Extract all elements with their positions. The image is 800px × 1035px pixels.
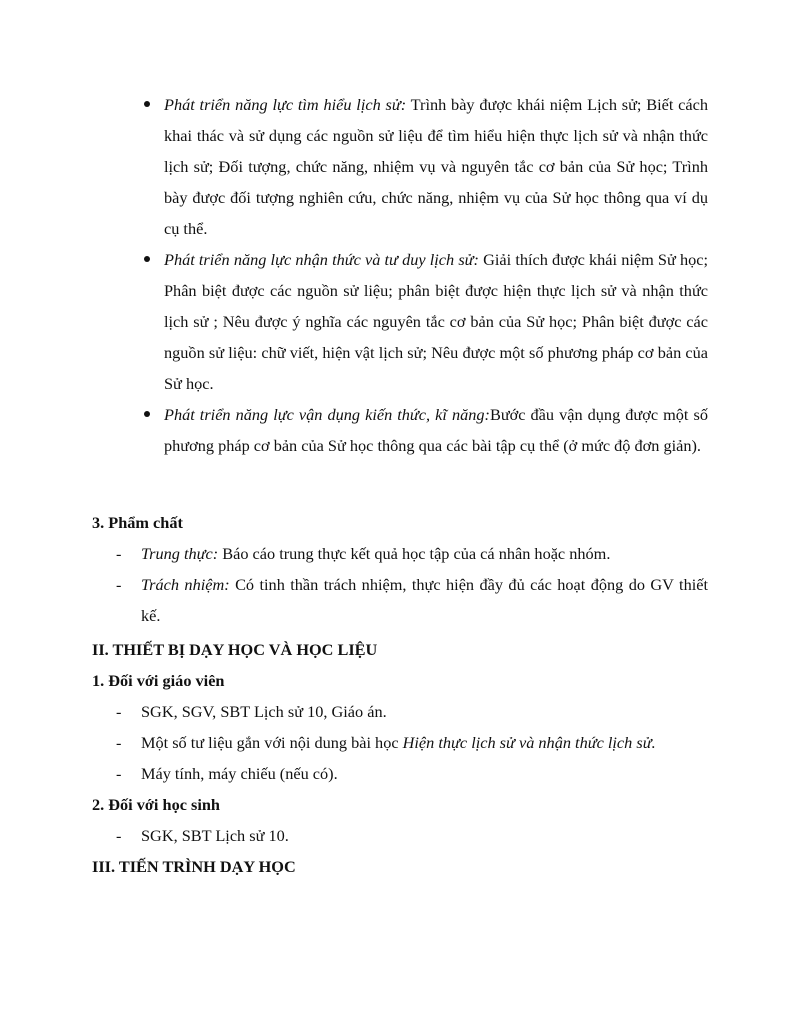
teacher-item: [116, 727, 708, 758]
section3-heading: III. TIẾN TRÌNH DẠY HỌC: [92, 857, 296, 876]
quality-text: Có tinh thần trách nhiệm, thực hiện đầy đủ các hoạt động do GV thiết kế.: [141, 575, 708, 625]
competency-list: [0, 89, 800, 461]
quality-item: [116, 538, 708, 569]
competency-item: [164, 89, 708, 244]
lesson-title: Hiện thực lịch sử và nhận thức lịch sử.: [402, 733, 656, 752]
quality-title: Trung thực:: [141, 544, 219, 563]
qualities-section: [0, 507, 800, 631]
bullet-icon: [144, 411, 150, 417]
competency-item: [164, 244, 708, 399]
teacher-heading: 1. Đối với giáo viên: [92, 671, 225, 690]
bullet-icon: [144, 256, 150, 262]
dash-marker: -: [116, 702, 122, 721]
dash-marker: -: [116, 764, 122, 783]
competency-text: Bước đầu vận dụng được một số phương pháp cơ bản của Sử học thông qua các bài tập cụ thể (ở mức độ đơn giản).: [164, 405, 708, 455]
dash-marker: -: [116, 544, 122, 563]
qualities-heading: 3. Phẩm chất: [92, 513, 183, 532]
student-heading: 2. Đối với học sinh: [92, 795, 220, 814]
competency-title: Phát triển năng lực vận dụng kiến thức, kĩ năng:: [164, 405, 490, 424]
teacher-item: [116, 696, 708, 727]
student-item: [116, 820, 708, 851]
dash-marker: -: [116, 826, 122, 845]
teacher-item-text: Một số tư liệu gắn với nội dung bài học: [141, 733, 403, 752]
teacher-item-text: Máy tính, máy chiếu (nếu có).: [141, 764, 338, 783]
competency-title: Phát triển năng lực tìm hiểu lịch sử:: [164, 95, 407, 114]
dash-marker: -: [116, 733, 122, 752]
quality-text: Báo cáo trung thực kết quả học tập của cá nhân hoặc nhóm.: [218, 544, 611, 563]
competency-text: Trình bày được khái niệm Lịch sử; Biết cách khai thác và sử dụng các nguồn sử liệu để tìm hiểu hiện thực lịch sử và nhận thức lịch sử; Đối tượng, chức năng, nhiệm vụ và nguyên tắc cơ bản của Sử học; Trình bày được đối tượng nghiên cứu, chức năng, nhiệm vụ của Sử học thông qua ví dụ cụ thể.: [164, 95, 708, 238]
bullet-icon: [144, 101, 150, 107]
competency-text: Giải thích được khái niệm Sử học; Phân biệt được các nguồn sử liệu; phân biệt được hiện thực lịch sử và nhận thức lịch sử ; Nêu được ý nghĩa các nguyên tắc cơ bản của Sử học; Phân biệt được các nguồn sử liệu: chữ viết, hiện vật lịch sử; Nêu được một số phương pháp cơ bản của Sử học.: [164, 250, 709, 393]
student-item-text: SGK, SBT Lịch sử 10.: [141, 826, 289, 845]
equipment-section: [0, 634, 800, 882]
quality-item: [116, 569, 708, 631]
section2-heading: II. THIẾT BỊ DẠY HỌC VÀ HỌC LIỆU: [92, 640, 378, 659]
teacher-item-text: SGK, SGV, SBT Lịch sử 10, Giáo án.: [141, 702, 387, 721]
quality-title: Trách nhiệm:: [141, 575, 230, 594]
competency-item: [164, 399, 708, 461]
competency-title: Phát triển năng lực nhận thức và tư duy lịch sử:: [164, 250, 479, 269]
teacher-item: [116, 758, 708, 789]
dash-marker: -: [116, 575, 122, 594]
